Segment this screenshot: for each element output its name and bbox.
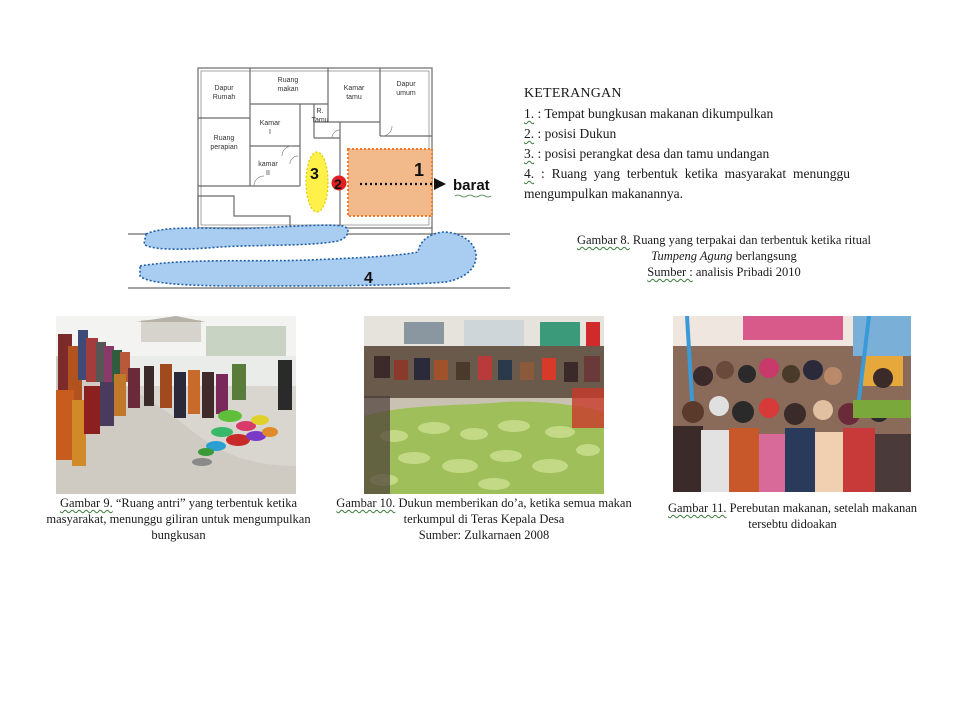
zone-4-upper-queue [144, 225, 348, 249]
legend-item-1 [524, 104, 850, 124]
room-label-kamar-tamu-1: Kamar [343, 85, 365, 92]
room-label-ruang-perapian-2: perapian [210, 144, 238, 151]
room-label-r-tamu-1: R. [316, 108, 324, 115]
room-label-kamar-1-2: I [269, 129, 271, 136]
photo-ruang-antri [56, 316, 296, 494]
caption-8-label: Gambar 8. [576, 233, 630, 247]
caption-8-tail: berlangsung [732, 249, 797, 263]
legend-item-3 [524, 144, 850, 164]
room-label-ruang-makan-2: makan [277, 86, 299, 93]
zone-1-marker: 1 [414, 160, 425, 180]
caption-9-label: Gambar 9. [59, 496, 113, 510]
photo-dukun-doa [364, 316, 604, 494]
zone-2-marker: 2 [334, 176, 342, 192]
room-label-dapur-rumah-1: Dapur [214, 85, 234, 92]
caption-gambar-8 [518, 232, 930, 280]
legend-keterangan [524, 84, 850, 204]
room-label-kamar-2-1: kamar [258, 161, 278, 168]
room-label-ruang-makan-1: Ruang [277, 77, 299, 84]
caption-10-source: Sumber: Zulkarnaen 2008 [418, 528, 550, 542]
room-label-kamar-1-1: Kamar [259, 120, 281, 127]
photo-perebutan-makanan [673, 316, 911, 492]
legend-item-3-number: 3. [524, 146, 535, 161]
room-label-dapur-umum-1: Dapur [396, 81, 416, 88]
room-label-ruang-perapian-1: Ruang [213, 135, 235, 142]
legend-item-4-text: : Ruang yang terbentuk ketika masyarakat menunggu mengumpulkan makanannya. [524, 166, 850, 201]
caption-gambar-11 [650, 500, 935, 532]
floor-plan-diagram [128, 66, 510, 292]
caption-11-text: Perebutan makanan, setelah makanan tersebtu didoakan [726, 501, 918, 531]
arrow-head-icon [434, 178, 446, 190]
room-label-kamar-2-2: II [266, 170, 270, 177]
room-label-r-tamu-2: Tamu [311, 117, 329, 124]
legend-item-2-number: 2. [524, 126, 535, 141]
caption-11-label: Gambar 11. [667, 501, 727, 515]
legend-item-1-text: : Tempat bungkusan makanan dikumpulkan [534, 106, 774, 121]
caption-gambar-10 [336, 495, 632, 543]
legend-item-2-text: : posisi Dukun [534, 126, 617, 141]
legend-item-4 [524, 164, 850, 204]
room-label-kamar-tamu-2: tamu [346, 94, 362, 101]
legend-heading: KETERANGAN [524, 86, 622, 101]
legend-item-4-number: 4. [524, 166, 535, 181]
legend-item-2 [524, 124, 850, 144]
caption-9-text: “Ruang antri” yang terbentuk ketika masyarakat, menunggu giliran untuk mengumpulkan bungkusan [46, 496, 311, 542]
caption-gambar-9 [36, 495, 321, 543]
zone-4-marker: 4 [364, 270, 373, 287]
caption-10-label: Gambar 10. [336, 496, 396, 510]
room-label-dapur-umum-2: umum [396, 90, 416, 97]
legend-item-1-number: 1. [524, 106, 535, 121]
caption-8-text: Ruang yang terpakai dan terbentuk ketika ritual [629, 233, 871, 247]
caption-8-source-text: analisis Pribadi 2010 [692, 265, 801, 279]
caption-8-italic: Tumpeng Agung [651, 249, 733, 263]
room-label-dapur-rumah-2: Rumah [212, 94, 236, 101]
legend-item-3-text: : posisi perangkat desa dan tamu undangan [534, 146, 770, 161]
caption-10-text: Dukun memberikan do’a, ketika semua makan terkumpul di Teras Kepala Desa [395, 496, 632, 526]
direction-label-barat: barat [453, 177, 490, 194]
caption-8-source-label: Sumber : [647, 265, 693, 279]
zone-3-marker: 3 [310, 166, 319, 183]
